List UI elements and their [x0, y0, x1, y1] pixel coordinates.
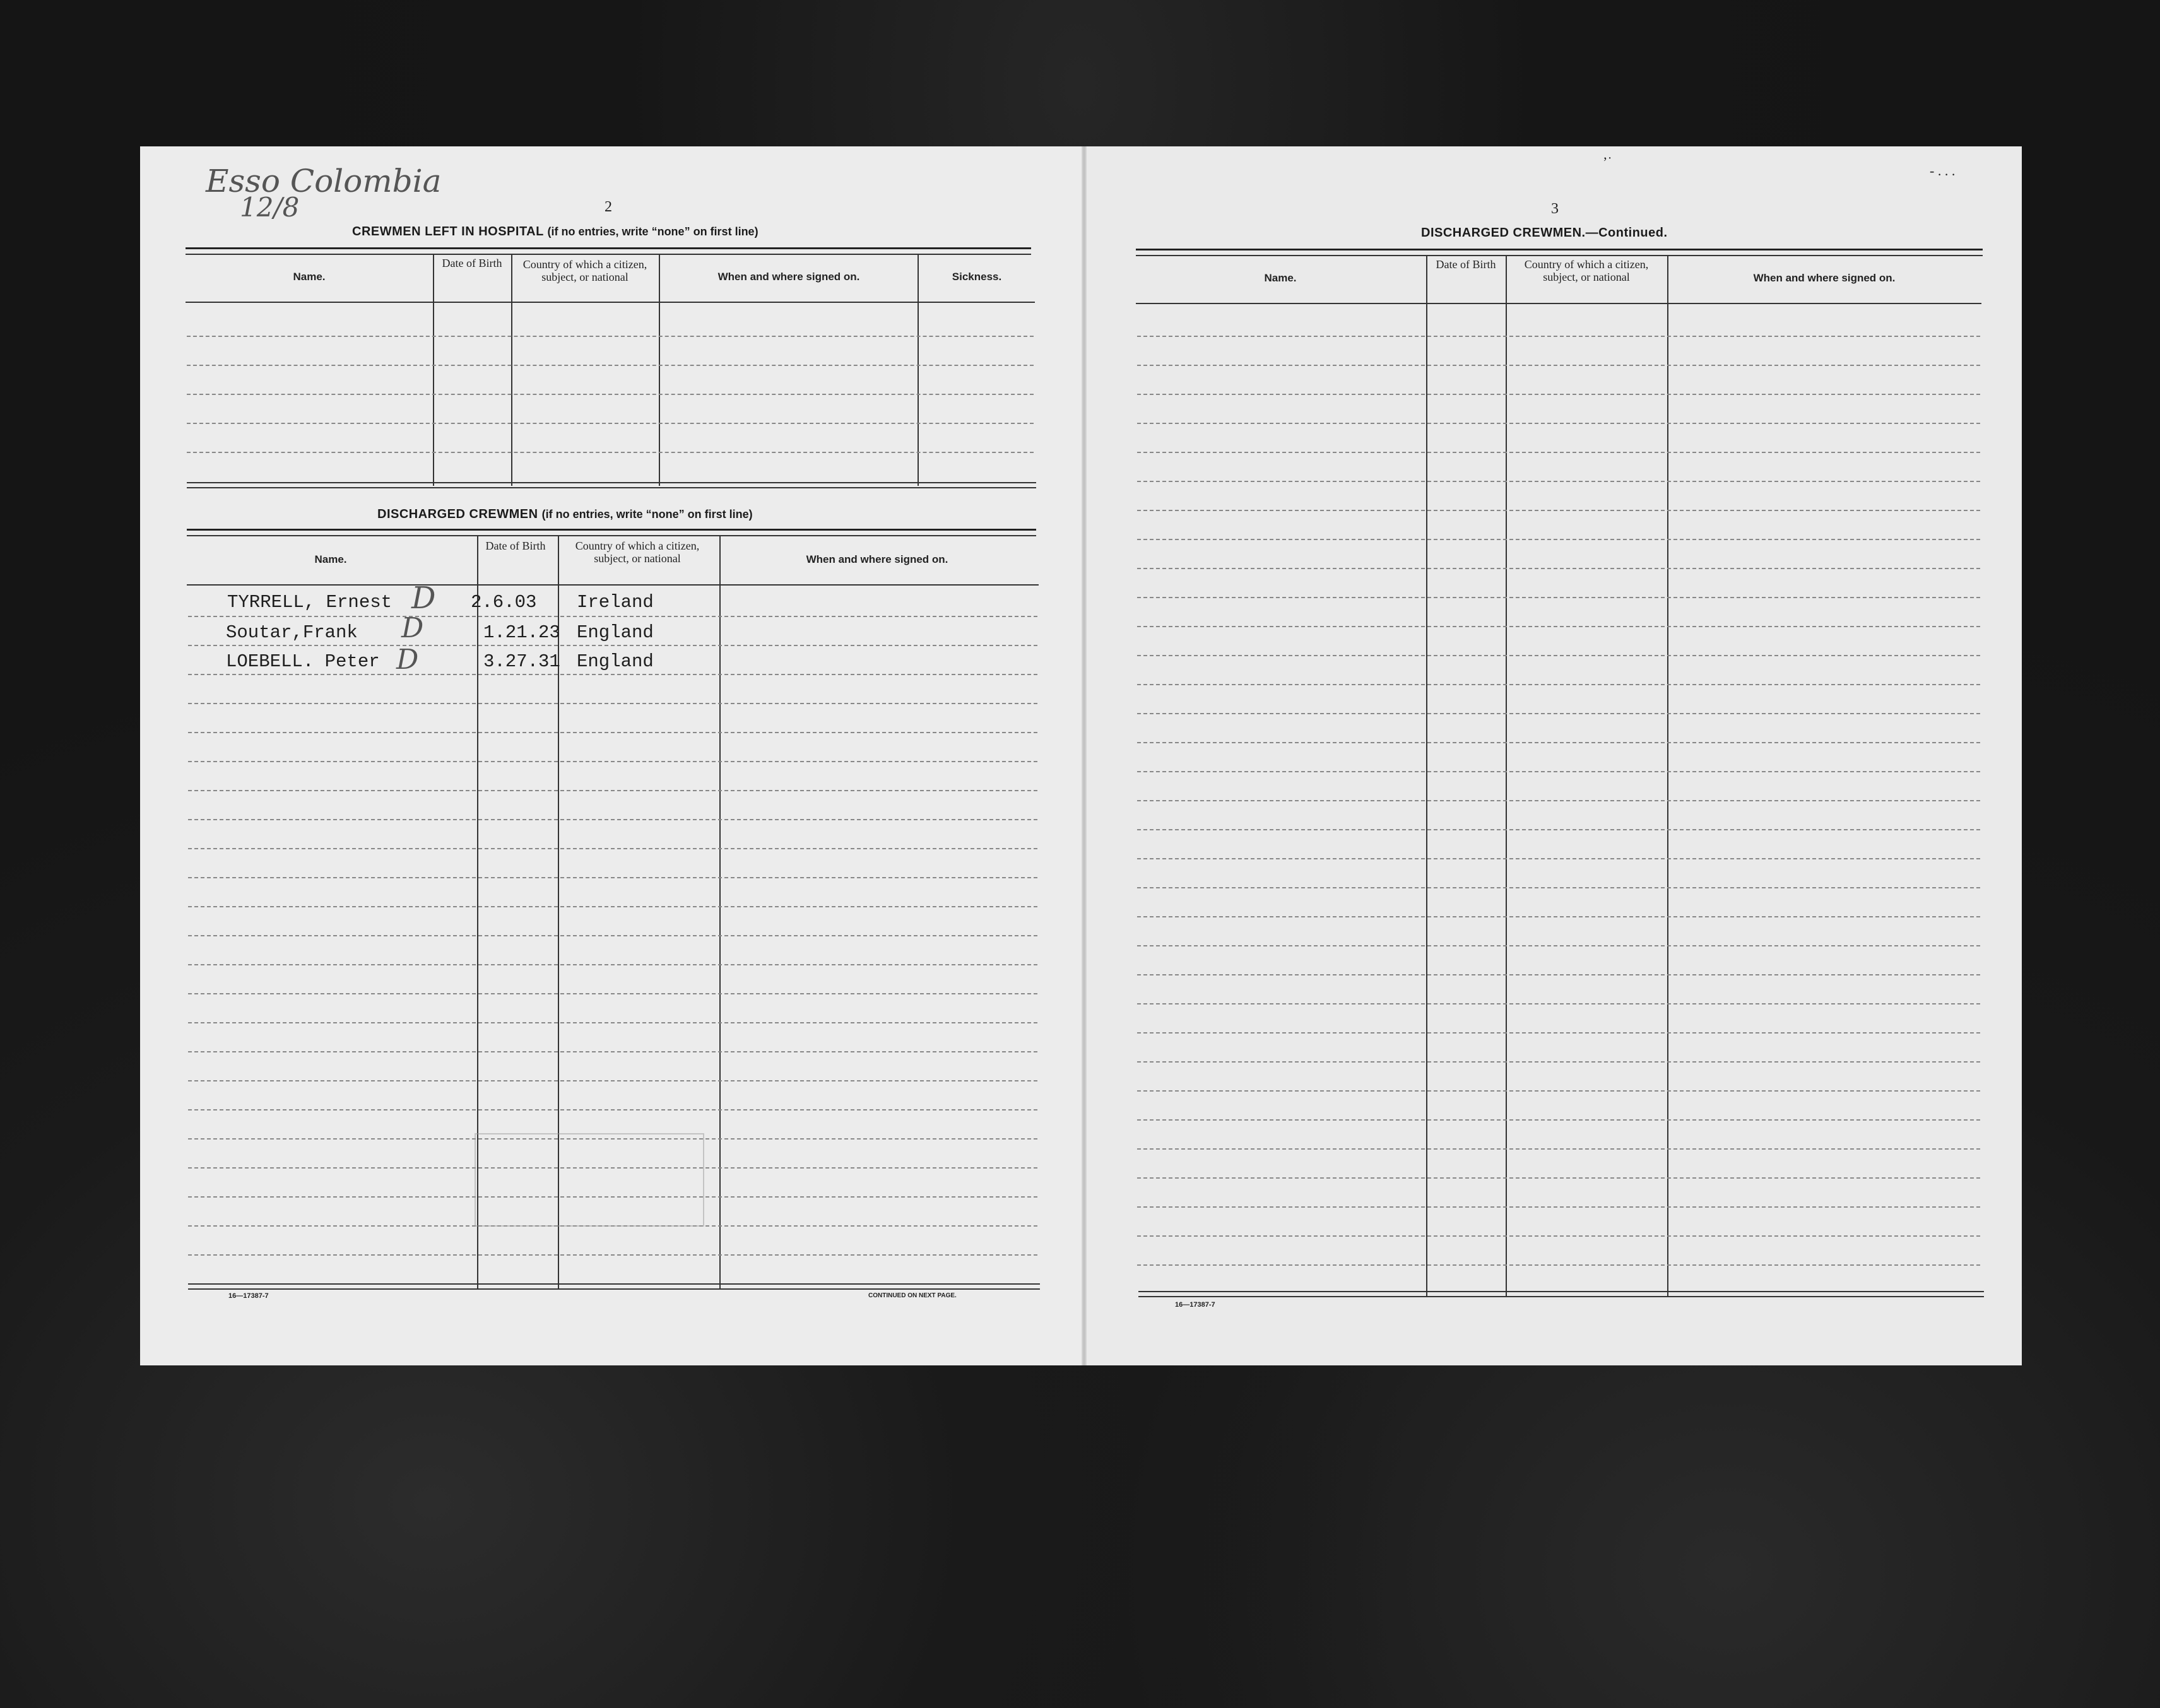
right-row-line: [1137, 597, 1980, 598]
discharged-row-line: [188, 674, 1037, 675]
right-row-line: [1137, 626, 1980, 627]
discharged-row-line: [188, 645, 1037, 646]
handwritten-vessel-note: Esso Colombia: [206, 163, 442, 199]
right-page: [1084, 146, 2022, 1365]
right-row-line: [1137, 1177, 1980, 1179]
right-row-line: [1137, 771, 1980, 772]
left-footer-code: 16—17387-7: [228, 1292, 269, 1300]
right-row-line: [1137, 800, 1980, 801]
discharged-row-line: [188, 761, 1037, 762]
right-col-signed-on: When and where signed on.: [1753, 272, 1896, 284]
hospital-row-line: [187, 394, 1034, 395]
hospital-bottom-rule-2: [187, 487, 1036, 488]
discharged-row-2-name: Soutar,Frank: [226, 622, 358, 643]
right-top-rule-2: [1136, 255, 1983, 256]
discharged-col-dob: Date of Birth: [485, 539, 546, 552]
right-row-line: [1137, 974, 1980, 975]
right-row-line: [1137, 1061, 1980, 1063]
right-row-line: [1137, 1003, 1980, 1004]
right-row-line: [1137, 510, 1980, 511]
discharged-top-rule-2: [187, 535, 1036, 536]
page-number-left: 2: [605, 199, 612, 215]
discharged-row-3-country: England: [577, 651, 654, 672]
right-row-line: [1137, 742, 1980, 743]
hospital-header-rule: [186, 302, 1035, 303]
discharged-row-line: [188, 964, 1037, 965]
right-col-name: Name.: [1264, 272, 1297, 284]
discharged-row-line: [188, 790, 1037, 791]
discharged-section-title: DISCHARGED CREWMEN (if no entries, write “none” on first line): [377, 507, 753, 521]
hospital-col-dob: Date of Birth: [442, 257, 502, 269]
hospital-row-line: [187, 336, 1034, 337]
right-row-line: [1137, 1206, 1980, 1208]
right-row-line: [1137, 1119, 1980, 1121]
hospital-row-line: [187, 365, 1034, 366]
right-row-line: [1137, 1090, 1980, 1092]
hospital-section-title: CREWMEN LEFT IN HOSPITAL (if no entries, write “none” on first line): [352, 225, 758, 239]
discharged-row-1-country: Ireland: [577, 592, 654, 613]
right-vline: [1426, 256, 1427, 1296]
discharged-col-name: Name.: [314, 553, 347, 565]
right-col-dob: Date of Birth: [1436, 258, 1496, 271]
right-col-country: Country of which a citizen, subject, or national: [1524, 258, 1649, 283]
handwritten-annotation: D: [401, 612, 424, 644]
handwritten-annotation: D: [411, 580, 436, 616]
discharged-row-line: [188, 819, 1037, 820]
faded-stamp: [475, 1133, 704, 1227]
discharged-row-3-name: LOEBELL. Peter: [226, 651, 380, 672]
right-row-line: [1137, 452, 1980, 453]
discharged-row-line: [188, 935, 1037, 936]
right-bottom-rule-2: [1138, 1296, 1984, 1297]
handwritten-date-note: 12/8: [240, 192, 300, 223]
discharged-bottom-rule-2: [188, 1288, 1040, 1290]
hospital-col-sickness: Sickness.: [952, 271, 1002, 283]
right-row-line: [1137, 568, 1980, 569]
right-top-rule: [1136, 249, 1983, 250]
discharged-row-line: [188, 877, 1037, 878]
hospital-col-signed-on: When and where signed on.: [717, 271, 860, 283]
discharged-row-line: [188, 848, 1037, 849]
discharged-row-line: [188, 1254, 1037, 1256]
right-header-rule: [1136, 303, 1981, 304]
discharged-bottom-rule: [188, 1283, 1040, 1285]
discharged-row-line: [188, 993, 1037, 994]
hospital-top-rule-2: [186, 254, 1031, 255]
right-section-title: DISCHARGED CREWMEN.—Continued.: [1421, 226, 1668, 240]
discharged-vline: [719, 536, 721, 1288]
right-row-line: [1137, 394, 1980, 395]
right-row-line: [1137, 365, 1980, 366]
hospital-row-line: [187, 452, 1034, 453]
right-bottom-rule: [1138, 1291, 1984, 1292]
margin-mark: - . . .: [1930, 163, 1956, 179]
discharged-top-rule: [187, 529, 1036, 531]
discharged-col-signed-on: When and where signed on.: [806, 553, 948, 565]
right-row-line: [1137, 539, 1980, 540]
right-row-line: [1137, 1264, 1980, 1266]
right-vline: [1667, 256, 1668, 1296]
right-row-line: [1137, 684, 1980, 685]
discharged-row-line: [188, 616, 1037, 617]
discharged-row-1-name: TYRRELL, Ernest: [227, 592, 392, 613]
discharged-row-line: [188, 1109, 1037, 1110]
discharged-row-line: [188, 1022, 1037, 1023]
right-row-line: [1137, 713, 1980, 714]
discharged-row-line: [188, 1051, 1037, 1052]
right-row-line: [1137, 945, 1980, 946]
hospital-row-line: [187, 423, 1034, 424]
hospital-top-rule: [186, 247, 1031, 249]
right-row-line: [1137, 1235, 1980, 1237]
page-number-right: 3: [1551, 201, 1559, 217]
right-row-line: [1137, 336, 1980, 337]
right-row-line: [1137, 423, 1980, 424]
discharged-row-3-dob: 3.27.31: [483, 651, 560, 672]
discharged-row-line: [188, 703, 1037, 704]
discharged-col-country: Country of which a citizen, subject, or national: [575, 539, 700, 565]
right-row-line: [1137, 481, 1980, 482]
right-row-line: [1137, 858, 1980, 859]
discharged-row-line: [188, 1080, 1037, 1081]
right-row-line: [1137, 829, 1980, 830]
right-row-line: [1137, 887, 1980, 888]
hospital-col-name: Name.: [293, 271, 326, 283]
discharged-row-line: [188, 732, 1037, 733]
hospital-bottom-rule: [187, 482, 1036, 483]
right-footer-code: 16—17387-7: [1175, 1301, 1215, 1309]
discharged-header-rule: [187, 584, 1039, 586]
right-vline: [1506, 256, 1507, 1296]
handwritten-annotation: D: [396, 644, 419, 676]
margin-mark: ’˙: [1603, 154, 1612, 170]
discharged-row-line: [188, 906, 1037, 907]
hospital-col-country: Country of which a citizen, subject, or national: [522, 258, 647, 283]
discharged-row-2-dob: 1.21.23: [483, 622, 560, 643]
left-footer-continued: CONTINUED ON NEXT PAGE.: [868, 1292, 957, 1299]
discharged-row-1-dob: 2.6.03: [471, 592, 537, 613]
right-row-line: [1137, 916, 1980, 917]
right-row-line: [1137, 655, 1980, 656]
discharged-row-2-country: England: [577, 622, 654, 643]
page-fold: [1082, 146, 1087, 1365]
right-row-line: [1137, 1148, 1980, 1150]
right-row-line: [1137, 1032, 1980, 1034]
